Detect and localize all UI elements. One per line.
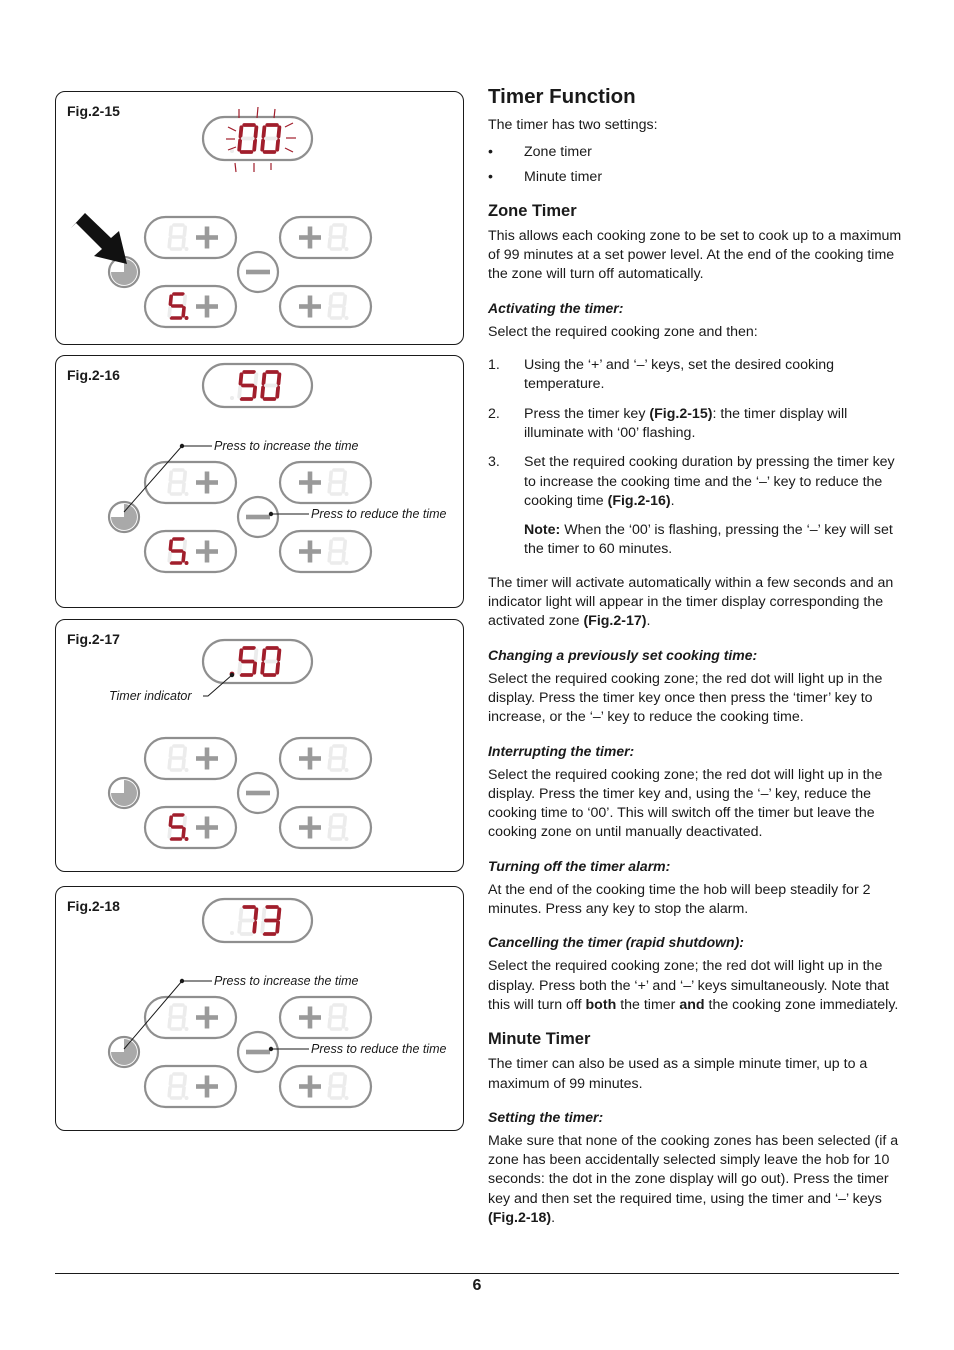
digit-segment	[329, 1088, 330, 1096]
page-title: Timer Function	[488, 85, 636, 108]
digit-segment	[170, 1007, 171, 1015]
digit-segment	[254, 140, 255, 149]
digit-segment	[343, 829, 344, 837]
minus-icon	[246, 515, 270, 520]
zone-key-rear-right[interactable]	[280, 286, 371, 327]
digit-segment	[255, 127, 256, 136]
digit-segment	[239, 140, 240, 149]
zone-key-front-left[interactable]	[145, 997, 236, 1038]
digit-segment	[170, 541, 171, 549]
timer-display	[203, 364, 312, 407]
emphasis: both	[585, 996, 617, 1013]
digit-segment	[239, 922, 240, 931]
display-outline	[203, 640, 312, 683]
figure-ref: (Fig.2-17)	[583, 613, 647, 630]
alarm-body: At the end of the cooking time the hob will beep steadily for 2 minutes. Press any key to stop the alarm.	[488, 881, 871, 918]
digit-segment	[184, 296, 185, 304]
leader-dot	[180, 444, 184, 448]
minus-key[interactable]	[238, 773, 278, 813]
digit-segment	[239, 387, 240, 396]
digit-segment	[343, 239, 344, 247]
key-outline	[280, 1066, 371, 1107]
digit-segment	[239, 663, 240, 672]
digit-segment	[329, 760, 330, 768]
digit-segment	[278, 909, 279, 918]
timer-display	[203, 899, 312, 942]
auto-activation-text	[488, 574, 902, 632]
figure-label: Fig.2-18	[67, 898, 120, 914]
body-text: the timer	[616, 996, 680, 1013]
figure-label: Fig.2-16	[67, 367, 120, 383]
zone-dot	[185, 492, 189, 496]
digit-segment	[262, 922, 263, 931]
digit-segment	[184, 1007, 185, 1015]
step-number: 3.	[488, 454, 500, 471]
subheading-alarm: Turning off the timer alarm:	[488, 857, 671, 874]
digit-segment	[344, 817, 345, 825]
bullet-item: • Zone timer	[488, 143, 902, 162]
emphasis: and	[679, 996, 705, 1013]
digit-segment	[343, 1019, 344, 1027]
digit-segment	[240, 374, 241, 383]
zone-dot	[185, 1027, 189, 1031]
flash-ray	[235, 163, 236, 172]
key-outline	[280, 807, 371, 848]
figure-panel-1	[55, 91, 464, 345]
zone-key-front-right[interactable]	[280, 462, 371, 503]
digit-segment	[329, 484, 330, 492]
minute-timer-body: The timer can also be used as a simple minute timer, up to a maximum of 99 minutes.	[488, 1056, 868, 1092]
digit-segment	[330, 227, 331, 235]
step-number: 2.	[488, 405, 500, 422]
indicator-dot	[230, 396, 234, 400]
indicator-label: Timer indicator	[109, 689, 192, 703]
digit-segment	[263, 127, 264, 136]
digit-segment	[184, 1076, 185, 1084]
zone-dot	[185, 837, 189, 841]
section-heading-zone-timer: Zone Timer	[488, 201, 577, 220]
zone-dot	[345, 768, 349, 772]
digit-segment	[344, 1076, 345, 1084]
digit-segment	[184, 472, 185, 480]
digit-segment	[343, 484, 344, 492]
display-outline	[203, 899, 312, 942]
timer-display	[203, 640, 312, 683]
digit-segment	[344, 1007, 345, 1015]
step-text: Set the required cooking duration by pressing the timer key to increase the cooking time and the ‘–’ key to reduce the cooking time	[524, 454, 895, 509]
digit-segment	[183, 1088, 184, 1096]
digit-segment	[254, 387, 255, 396]
digit-segment	[183, 1019, 184, 1027]
digit-segment	[278, 650, 279, 659]
step-text: Using the ‘+’ and ‘–’ keys, set the desired cooking temperature.	[524, 357, 835, 393]
digit-segment	[343, 308, 344, 316]
zone-dot	[345, 247, 349, 251]
key-outline	[145, 217, 236, 258]
digit-segment	[184, 817, 185, 825]
digit-segment	[262, 140, 263, 149]
zone-key-front-left[interactable]	[145, 738, 236, 779]
zone-dot	[345, 1027, 349, 1031]
zone-dot	[185, 247, 189, 251]
changing-body: Select the required cooking zone; the red dot will light up in the display. Press the timer key once then press the ‘timer’ key to increase, or the ‘–’ key to reduce the cooking time.	[488, 670, 883, 726]
body-text: The timer will activate automatically within a few seconds and an indicator light will appear in the timer display corresponding the activated zone	[488, 574, 894, 630]
digit-segment	[263, 374, 264, 383]
zone-key-front-right[interactable]	[280, 997, 371, 1038]
zone-key-front-left[interactable]	[145, 217, 236, 258]
subheading-setting: Setting the timer:	[488, 1108, 604, 1125]
zone-dot	[345, 1096, 349, 1100]
key-outline	[145, 462, 236, 503]
zone-timer-body: This allows each cooking zone to be set to cook up to a maximum of 99 minutes at a set power level. At the end of the cooking time the zone will turn off automatically.	[488, 227, 902, 283]
minus-key[interactable]	[238, 497, 278, 537]
subheading-interrupting: Interrupting the timer:	[488, 742, 635, 759]
zone-key-rear-left[interactable]	[145, 1066, 236, 1107]
figure-ref: (Fig.2-16)	[607, 492, 671, 509]
figure-label: Fig.2-17	[67, 631, 120, 647]
leader-dot	[230, 673, 234, 677]
digit-segment	[169, 308, 170, 316]
key-outline	[145, 286, 236, 327]
body-text: Select the required cooking zone; the red dot will light up in the display. Press both the ‘+’ and ‘–’ keys simultaneously. Note that this will turn off	[488, 958, 890, 1013]
digit-segment	[255, 650, 256, 659]
digit-segment	[240, 127, 241, 136]
digit-segment	[330, 748, 331, 756]
digit-segment	[277, 387, 278, 396]
leader-dot	[180, 979, 184, 983]
cancelling-body	[488, 957, 902, 1015]
digit-segment	[170, 472, 171, 480]
key-outline	[280, 286, 371, 327]
indicator-dot	[230, 931, 234, 935]
digit-segment	[330, 541, 331, 549]
zone-key-front-left[interactable]	[145, 462, 236, 503]
digit-segment	[278, 374, 279, 383]
body-text: the cooking zone immediately.	[704, 996, 899, 1013]
digit-segment	[263, 650, 264, 659]
setting-body	[488, 1132, 902, 1228]
digit-segment	[329, 553, 330, 561]
digit-segment	[330, 296, 331, 304]
control-panel-diagram	[56, 887, 465, 1132]
step-number: 1.	[488, 357, 500, 374]
step-item	[488, 453, 902, 511]
digit-segment	[169, 1088, 170, 1096]
display-outline	[203, 364, 312, 407]
digit-segment	[277, 663, 278, 672]
digit-segment	[169, 1019, 170, 1027]
key-outline	[280, 531, 371, 572]
digit-segment	[184, 541, 185, 549]
body-text: .	[646, 613, 651, 630]
control-panel-diagram	[56, 356, 465, 609]
note-label: Note:	[524, 522, 561, 539]
step-text: : the timer display will illuminate with ‘00’ flashing.	[524, 405, 848, 441]
footer-rule	[55, 1273, 899, 1274]
digit-segment	[329, 1019, 330, 1027]
digit-segment	[183, 760, 184, 768]
digit-segment	[254, 663, 255, 672]
page-number: 6	[472, 1277, 482, 1294]
step-text: Press the timer key	[524, 405, 650, 422]
minus-icon	[246, 1050, 270, 1055]
digit-segment	[169, 760, 170, 768]
zone-key-rear-left[interactable]	[145, 807, 236, 848]
control-panel-diagram	[56, 92, 465, 346]
key-outline	[145, 997, 236, 1038]
minus-key[interactable]	[238, 252, 278, 292]
text-column	[488, 84, 902, 1242]
digit-segment	[240, 909, 241, 918]
body-text: Make sure that none of the cooking zones has been selected (if a zone has been accidentally selected simply leave the hob for 10 seconds: the dot in the zone display will go out). Press the timer key and then set the required time, using the timer and ‘–’ keys	[488, 1132, 899, 1207]
zone-key-rear-right[interactable]	[280, 807, 371, 848]
figure-panel-2	[55, 355, 464, 608]
digit-segment	[169, 553, 170, 561]
section-heading-minute-timer: Minute Timer	[488, 1030, 591, 1049]
key-outline	[145, 738, 236, 779]
key-outline	[280, 738, 371, 779]
key-outline	[280, 997, 371, 1038]
minus-icon	[246, 270, 270, 275]
digit-segment	[343, 760, 344, 768]
digit-segment	[183, 553, 184, 561]
digit-segment	[330, 472, 331, 480]
digit-segment	[344, 541, 345, 549]
minus-key[interactable]	[238, 1032, 278, 1072]
digit-segment	[330, 1007, 331, 1015]
digit-segment	[169, 239, 170, 247]
digit-segment	[170, 817, 171, 825]
activating-intro: Select the required cooking zone and then:	[488, 323, 758, 340]
digit-segment	[183, 484, 184, 492]
digit-segment	[170, 296, 171, 304]
digit-segment	[169, 829, 170, 837]
digit-segment	[254, 922, 255, 931]
digit-segment	[344, 296, 345, 304]
zone-dot	[345, 837, 349, 841]
reduce-label: Press to reduce the time	[311, 1042, 447, 1056]
zone-dot	[345, 492, 349, 496]
digit-segment	[169, 484, 170, 492]
figure-ref: (Fig.2-15)	[649, 405, 713, 422]
digit-segment	[255, 909, 256, 918]
zone-dot	[185, 768, 189, 772]
control-panel-diagram	[56, 620, 465, 873]
intro-text: The timer has two settings:	[488, 117, 658, 133]
digit-segment	[277, 922, 278, 931]
figure-label: Fig.2-15	[67, 103, 120, 119]
zone-dot	[345, 316, 349, 320]
digit-segment	[170, 1076, 171, 1084]
digit-segment	[343, 1088, 344, 1096]
digit-segment	[278, 127, 279, 136]
digit-segment	[343, 553, 344, 561]
key-outline	[145, 1066, 236, 1107]
leader-dot	[269, 1047, 273, 1051]
subheading-changing: Changing a previously set cooking time:	[488, 646, 758, 663]
digit-segment	[330, 817, 331, 825]
leader-dot	[269, 512, 273, 516]
subheading-cancelling: Cancelling the timer (rapid shutdown):	[488, 934, 744, 951]
digit-segment	[344, 472, 345, 480]
digit-segment	[330, 1076, 331, 1084]
digit-segment	[277, 140, 278, 149]
digit-segment	[184, 748, 185, 756]
digit-segment	[183, 829, 184, 837]
figure-panel-4	[55, 886, 464, 1131]
digit-segment	[184, 227, 185, 235]
zone-dot	[185, 561, 189, 565]
digit-segment	[262, 387, 263, 396]
digit-segment	[170, 748, 171, 756]
digit-segment	[170, 227, 171, 235]
note	[488, 521, 902, 560]
digit-segment	[329, 829, 330, 837]
minus-icon	[246, 791, 270, 796]
step-item	[488, 405, 902, 444]
step-item	[488, 356, 902, 395]
key-outline	[145, 807, 236, 848]
digit-segment	[240, 650, 241, 659]
zone-key-front-right[interactable]	[280, 738, 371, 779]
increase-label: Press to increase the time	[214, 439, 359, 453]
zone-key-rear-right[interactable]	[280, 1066, 371, 1107]
zone-key-front-right[interactable]	[280, 217, 371, 258]
key-outline	[145, 531, 236, 572]
increase-label: Press to increase the time	[214, 974, 359, 988]
zone-dot	[185, 316, 189, 320]
figure-panel-3	[55, 619, 464, 872]
note-text: When the ‘00’ is flashing, pressing the ‘–’ key will set the timer to 60 minutes.	[524, 522, 893, 558]
digit-segment	[183, 239, 184, 247]
body-text: .	[551, 1209, 556, 1226]
timer-key[interactable]	[109, 502, 139, 532]
zone-key-rear-right[interactable]	[280, 531, 371, 572]
arrow-icon	[71, 213, 127, 264]
step-text: .	[670, 492, 675, 509]
digit-segment	[329, 239, 330, 247]
bullet-item: • Minute timer	[488, 168, 902, 187]
digit-segment	[183, 308, 184, 316]
key-outline	[280, 462, 371, 503]
zone-dot	[185, 1096, 189, 1100]
digit-segment	[255, 374, 256, 383]
key-outline	[280, 217, 371, 258]
digit-segment	[263, 909, 264, 918]
digit-segment	[262, 663, 263, 672]
interrupting-body: Select the required cooking zone; the red dot will light up in the display. Press the timer key and, using the ‘–’ key, reduce the cooking time to ‘00’. This will switch off the timer but leave the cooking zone on until manually deactivated.	[488, 766, 883, 841]
timer-display	[203, 107, 312, 172]
timer-key[interactable]	[109, 1037, 139, 1067]
zone-key-rear-left[interactable]	[145, 531, 236, 572]
zone-key-rear-left[interactable]	[145, 286, 236, 327]
reduce-label: Press to reduce the time	[311, 507, 447, 521]
figure-ref: (Fig.2-18)	[488, 1209, 552, 1226]
subheading-activating: Activating the timer:	[488, 299, 624, 316]
digit-segment	[344, 748, 345, 756]
zone-dot	[345, 561, 349, 565]
timer-key[interactable]	[109, 778, 139, 808]
digit-segment	[344, 227, 345, 235]
digit-segment	[329, 308, 330, 316]
